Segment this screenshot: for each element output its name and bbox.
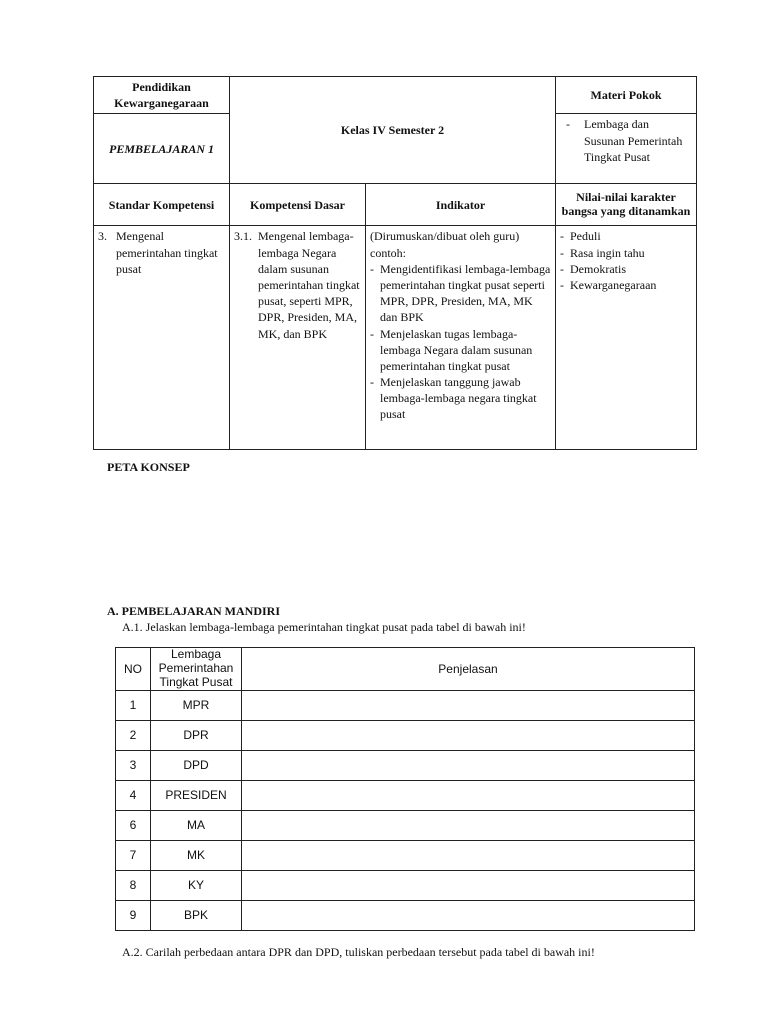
standar-header [94, 184, 230, 226]
row-no: 8 [116, 871, 151, 901]
lesson-header-table [93, 76, 697, 450]
row-penjelasan[interactable] [242, 901, 695, 931]
materi-pokok-list [560, 116, 692, 165]
kompetensi-cell [230, 226, 366, 450]
table-row [116, 811, 695, 841]
standar-item [98, 228, 225, 277]
indikator-cell [366, 226, 556, 450]
materi-pokok-title: Materi Pokok [590, 88, 662, 103]
header-no: NO [116, 648, 151, 691]
indikator-item: - Mengidentifikasi lembaga-lembaga pemerintahan tingkat pusat seperti MPR, DPR, Presiden, MA, MK dan BPK [370, 261, 551, 326]
indikator-list [370, 261, 551, 423]
lesson-cell [94, 114, 230, 184]
kompetensi-header [230, 184, 366, 226]
table-row [116, 721, 695, 751]
row-lembaga: PRESIDEN [151, 781, 242, 811]
row-lembaga: MPR [151, 691, 242, 721]
standar-text: Mengenal pemerintahan tingkat pusat [116, 229, 218, 276]
header-lembaga: Lembaga Pemerintahan Tingkat Pusat [151, 648, 242, 691]
row-penjelasan[interactable] [242, 691, 695, 721]
row-penjelasan[interactable] [242, 781, 695, 811]
lesson-text: PEMBELAJARAN 1 [108, 141, 215, 156]
peta-konsep-heading: PETA KONSEP [107, 460, 190, 474]
table-row [116, 871, 695, 901]
materi-pokok-item: - Lembaga dan Susunan Pemerintah Tingkat Pusat [566, 116, 692, 165]
table-row [116, 751, 695, 781]
row-no: 9 [116, 901, 151, 931]
table-row [116, 781, 695, 811]
class-text: Kelas IV Semester 2 [340, 123, 445, 138]
row-lembaga: BPK [151, 901, 242, 931]
nilai-item: - Kewarganegaraan [560, 277, 692, 293]
instruction-a2: A.2. Carilah perbedaan antara DPR dan DPD, tuliskan perbedaan tersebut pada tabel di bawah ini! [122, 945, 595, 959]
row-no: 3 [116, 751, 151, 781]
kompetensi-item [234, 228, 361, 341]
row-no: 1 [116, 691, 151, 721]
kompetensi-header-text: Kompetensi Dasar [250, 197, 345, 212]
row-penjelasan[interactable] [242, 871, 695, 901]
subject-cell [94, 77, 230, 114]
row-lembaga: DPD [151, 751, 242, 781]
nilai-header-text: Nilai-nilai karakter bangsa yang ditanamkan [561, 190, 691, 218]
row-lembaga: MK [151, 841, 242, 871]
indikator-header-text: Indikator [435, 197, 486, 212]
instruction-a1: A.1. Jelaskan lembaga-lembaga pemerintahan tingkat pusat pada tabel di bawah ini! [122, 620, 526, 634]
lembaga-table [115, 647, 695, 931]
row-no: 6 [116, 811, 151, 841]
subject-text: Pendidikan Kewarganegaraan [114, 80, 209, 111]
class-cell [230, 77, 556, 184]
header-penjelasan: Penjelasan [242, 648, 695, 691]
row-no: 4 [116, 781, 151, 811]
row-penjelasan[interactable] [242, 751, 695, 781]
materi-pokok-title-cell [556, 77, 697, 114]
kompetensi-text: Mengenal lembaga-lembaga Negara dalam susunan pemerintahan tingkat pusat, seperti MPR, DPR, Presiden, MA, MK, dan BPK [258, 229, 360, 341]
row-lembaga: DPR [151, 721, 242, 751]
row-penjelasan[interactable] [242, 841, 695, 871]
nilai-item: - Demokratis [560, 261, 692, 277]
row-no: 2 [116, 721, 151, 751]
standar-header-text: Standar Kompetensi [108, 197, 215, 212]
nilai-item: - Peduli [560, 228, 692, 244]
table-row [116, 901, 695, 931]
nilai-cell [556, 226, 697, 450]
indikator-item: - Menjelaskan tanggung jawab lembaga-lembaga negara tingkat pusat [370, 374, 551, 423]
nilai-header [556, 184, 697, 226]
row-no: 7 [116, 841, 151, 871]
row-lembaga: KY [151, 871, 242, 901]
indikator-item: - Menjelaskan tugas lembaga-lembaga Negara dalam susunan pemerintahan tingkat pusat [370, 326, 551, 375]
nilai-list [560, 228, 692, 293]
nilai-item: - Rasa ingin tahu [560, 245, 692, 261]
standar-number: 3. [98, 229, 107, 244]
row-penjelasan[interactable] [242, 721, 695, 751]
section-a-title: A. PEMBELAJARAN MANDIRI [107, 604, 280, 618]
indikator-header [366, 184, 556, 226]
row-penjelasan[interactable] [242, 811, 695, 841]
table-row [116, 841, 695, 871]
row-lembaga: MA [151, 811, 242, 841]
indikator-intro: (Dirumuskan/dibuat oleh guru) contoh: [370, 229, 520, 260]
materi-pokok-cell [556, 114, 697, 184]
standar-cell [94, 226, 230, 450]
kompetensi-number: 3.1. [234, 229, 252, 244]
table-row [116, 691, 695, 721]
